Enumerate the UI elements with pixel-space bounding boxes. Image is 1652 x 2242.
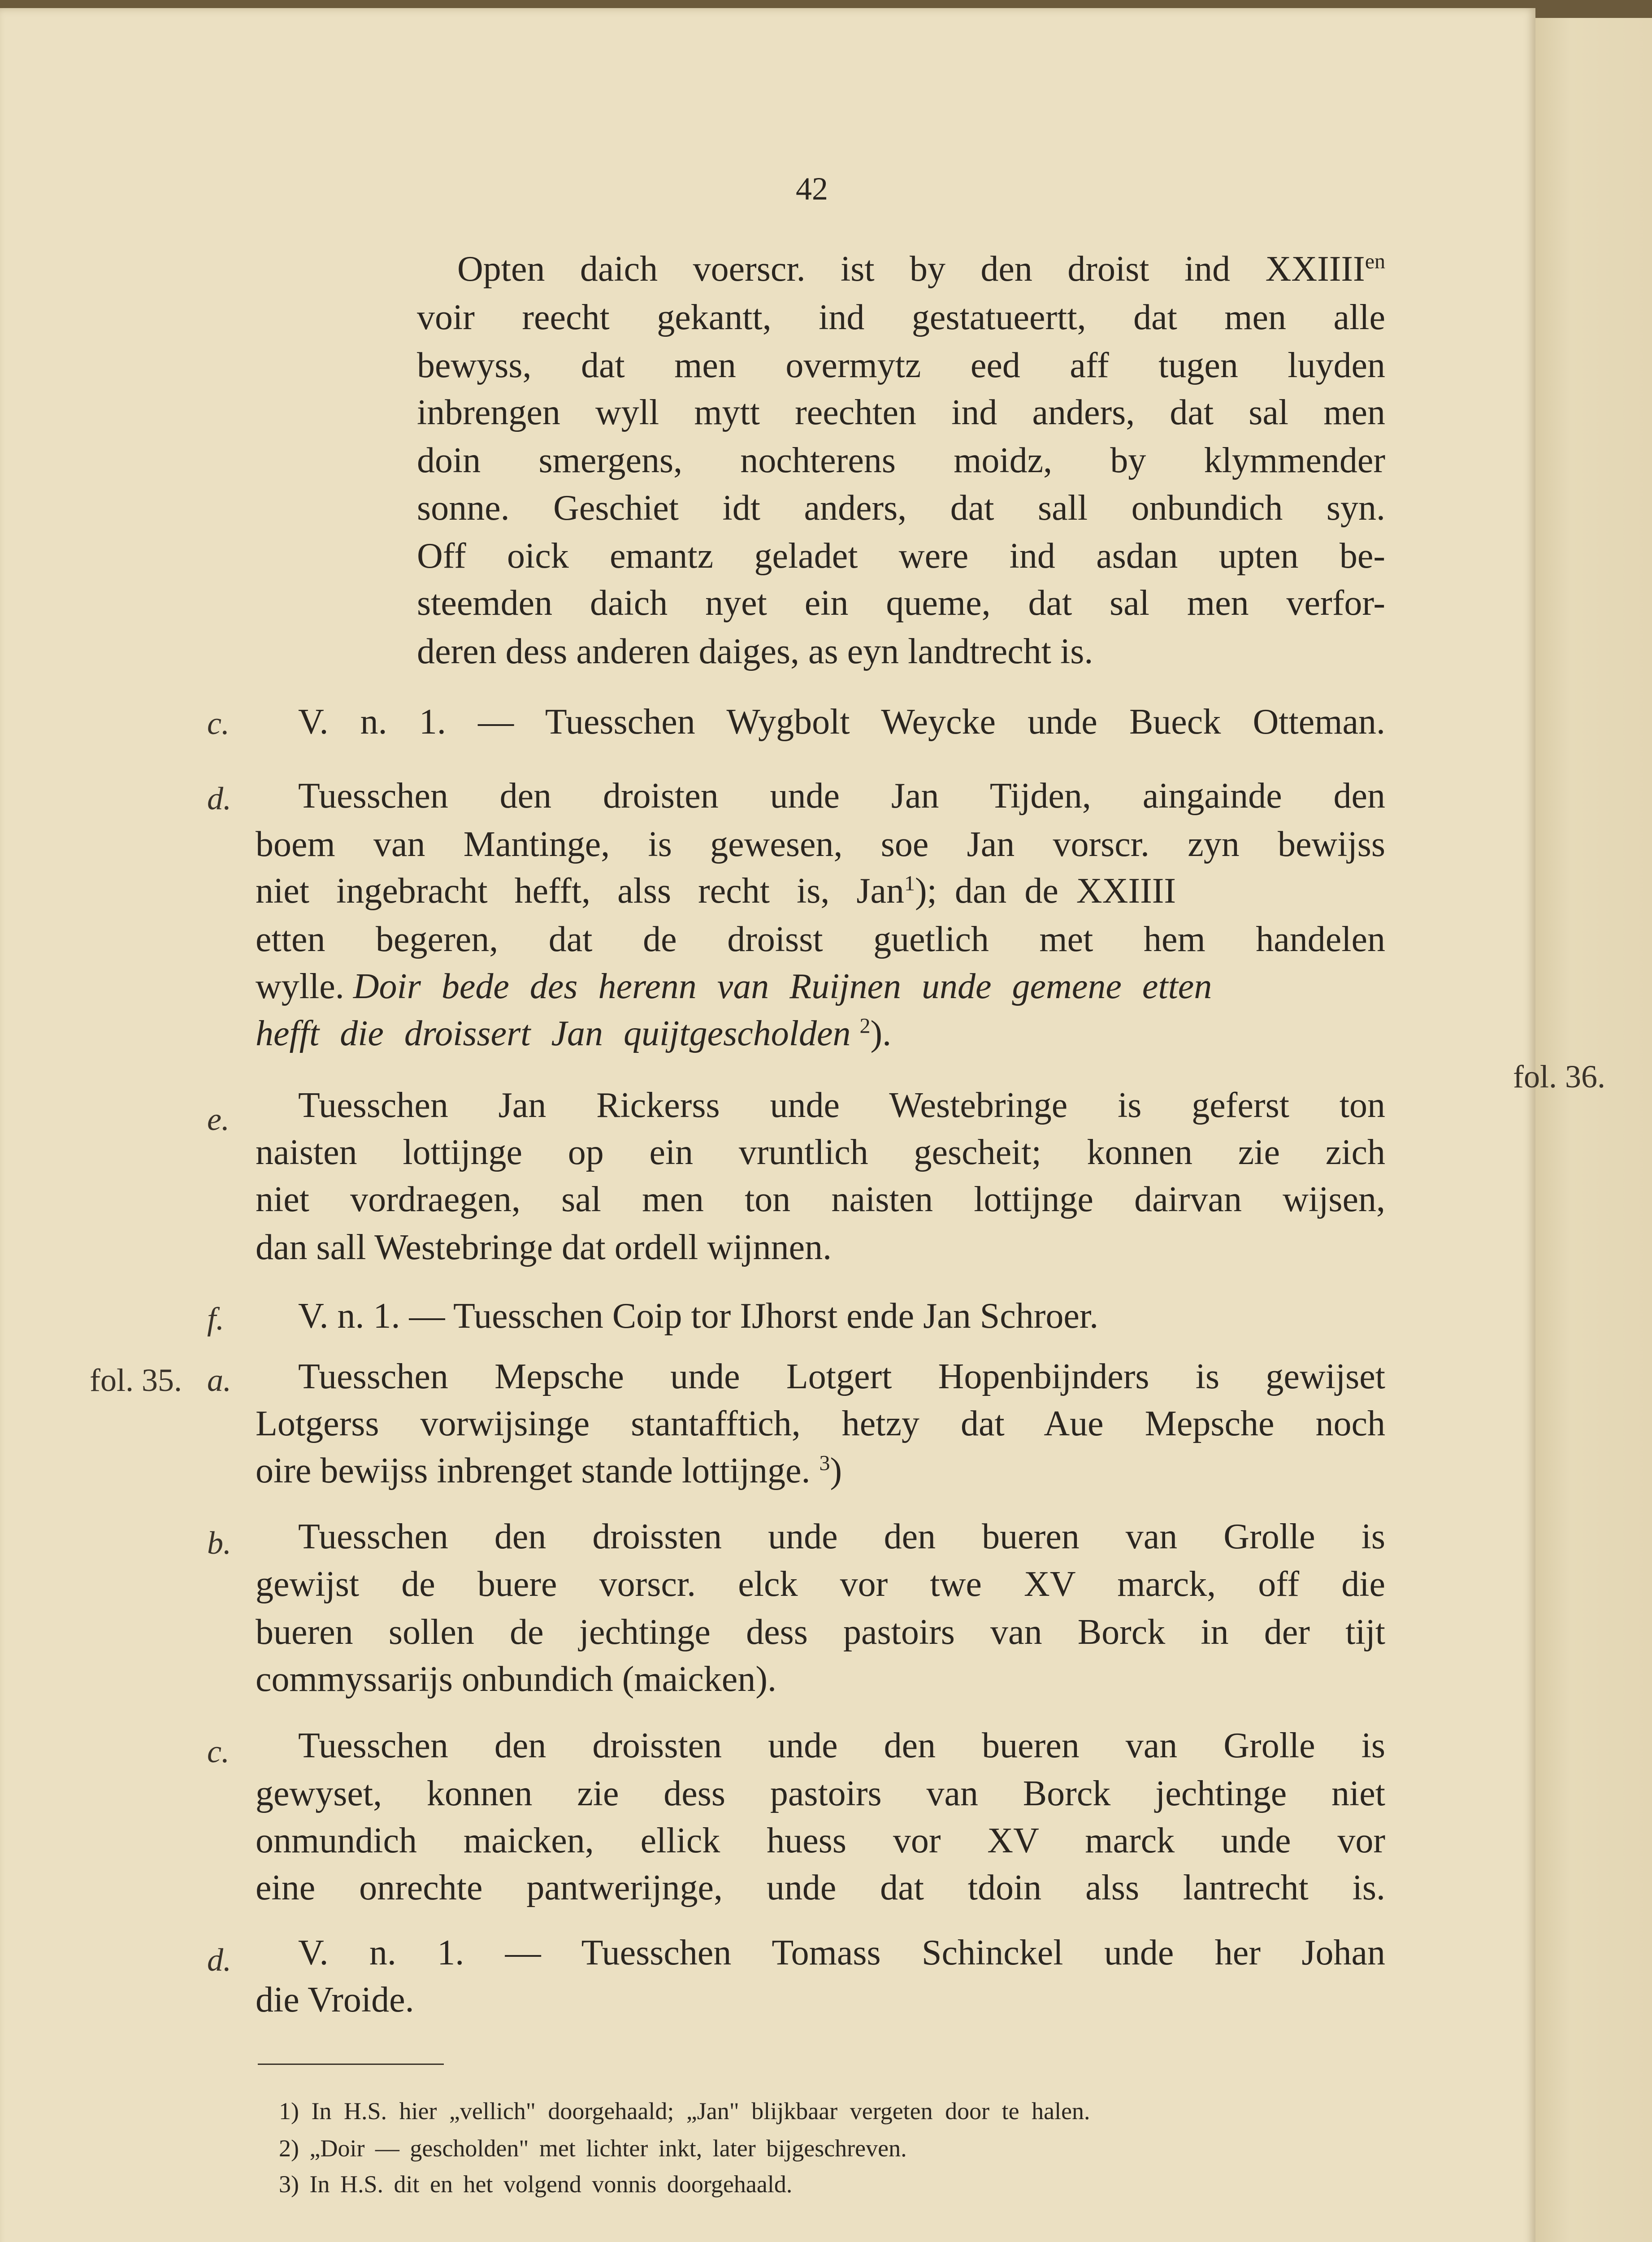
para1-line-1: Opten daich voerscr. ist by den droist ind $XXIIII^{en}$: [457, 249, 1385, 289]
entry-b-line-3: bueren sollen de jechtinge dess pastoirs van Borck in der tijt: [256, 1612, 1385, 1652]
para1-line-3: bewyss, dat men overmytz eed aff tugen luyden: [417, 346, 1385, 385]
para1-line-9: deren dess anderen daiges, as eyn landtrecht is.: [417, 632, 1093, 671]
entry-f-line-1: V. n. 1. — Tuesschen Coip tor IJhorst ende Jan Schroer.: [298, 1296, 1099, 1336]
entry-c2-line-1: Tuesschen den droissten unde den bueren van Grolle is: [298, 1726, 1385, 1765]
entry-a-line-2: Lotgerss vorwijsinge stantafftich, hetzy dat Aue Mepsche noch: [256, 1404, 1385, 1443]
margin-letter-d: d.: [207, 781, 231, 817]
entry-c-line-1: V. n. 1. — Tuesschen Wygbolt Weycke unde Bueck Otteman.: [298, 702, 1385, 742]
entry-d-line-3: niet ingebracht hefft, alss recht is, Jan$^1$); dan de XXIIII: [256, 871, 1176, 911]
margin-folio-right: fol. 36.: [1513, 1059, 1605, 1095]
entry-d-line-6: hefft die droissert Jan quijtgescholden $^2$).: [256, 1014, 892, 1053]
entry-e-line-4: dan sall Westebringe dat ordell wijnnen.: [256, 1228, 832, 1267]
entry-c2-line-4: eine onrechte pantwerijnge, unde dat tdoin alss lantrecht is.: [256, 1868, 1385, 1907]
margin-letter-d-2: d.: [207, 1942, 231, 1978]
entry-a-line-3: oire bewijss inbrenget stande lottijnge. $^3$): [256, 1451, 842, 1490]
facing-page-edge: [1535, 18, 1652, 2242]
margin-letter-b: b.: [207, 1525, 231, 1561]
entry-c2-line-3: onmundich maicken, ellick huess vor XV marck unde vor: [256, 1821, 1385, 1860]
entry-c2-line-2: gewyset, konnen zie dess pastoirs van Borck jechtinge niet: [256, 1774, 1385, 1813]
entry-b-line-2: gewijst de buere vorscr. elck vor twe XV marck, off die: [256, 1564, 1385, 1604]
entry-e-line-1: Tuesschen Jan Rickerss unde Westebringe is geferst ton: [298, 1086, 1385, 1125]
footnote-2: 2) „Doir — gescholden" met lichter inkt, later bijgeschreven.: [279, 2135, 907, 2162]
margin-folio-left: fol. 35.: [90, 1362, 182, 1398]
footnote-rule: [258, 2064, 444, 2065]
entry-d-line-4: etten begeren, dat de droisst guetlich met hem handelen: [256, 920, 1385, 959]
entry-d-line-1: Tuesschen den droisten unde Jan Tijden, aingainde den: [298, 776, 1385, 816]
entry-d2-line-2: die Vroide.: [256, 1980, 414, 2020]
margin-letter-a: a.: [207, 1362, 231, 1398]
margin-letter-c: c.: [207, 705, 230, 741]
para1-line-7: Off oick emantz geladet were ind asdan upten be-: [417, 536, 1385, 576]
para1-line-2: voir reecht gekantt, ind gestatueertt, dat men alle: [417, 298, 1385, 337]
entry-d2-line-1: V. n. 1. — Tuesschen Tomass Schinckel unde her Johan: [298, 1933, 1385, 1973]
para1-line-8: steemden daich nyet ein queme, dat sal men verfor-: [417, 583, 1385, 623]
margin-letter-e: e.: [207, 1101, 230, 1137]
entry-a-line-1: Tuesschen Mepsche unde Lotgert Hopenbijnders is gewijset: [298, 1357, 1385, 1396]
entry-b-line-4: commyssarijs onbundich (maicken).: [256, 1660, 776, 1699]
margin-letter-c-2: c.: [207, 1734, 230, 1769]
entry-d-line-5: wylle. Doir bede des herenn van Ruijnen unde gemene etten: [256, 967, 1212, 1006]
footnote-3: 3) In H.S. dit en het volgend vonnis doorgehaald.: [279, 2171, 793, 2198]
entry-e-line-3: niet vordraegen, sal men ton naisten lottijnge dairvan wijsen,: [256, 1180, 1385, 1219]
margin-letter-f: f.: [207, 1301, 225, 1337]
para1-line-4: inbrengen wyll mytt reechten ind anders, dat sal men: [417, 393, 1385, 432]
entry-b-line-1: Tuesschen den droissten unde den bueren van Grolle is: [298, 1517, 1385, 1556]
entry-d-line-2: boem van Mantinge, is gewesen, soe Jan vorscr. zyn bewijss: [256, 825, 1385, 864]
footnote-1: 1) In H.S. hier „vellich" doorgehaald; „Jan" blijkbaar vergeten door te halen.: [279, 2098, 1090, 2125]
para1-line-5: doin smergens, nochterens moidz, by klymmender: [417, 441, 1385, 480]
para1-line-6: sonne. Geschiet idt anders, dat sall onbundich syn.: [417, 488, 1385, 528]
entry-e-line-2: naisten lottijnge op ein vruntlich gescheit; konnen zie zich: [256, 1133, 1385, 1172]
page-number: 42: [796, 171, 828, 207]
